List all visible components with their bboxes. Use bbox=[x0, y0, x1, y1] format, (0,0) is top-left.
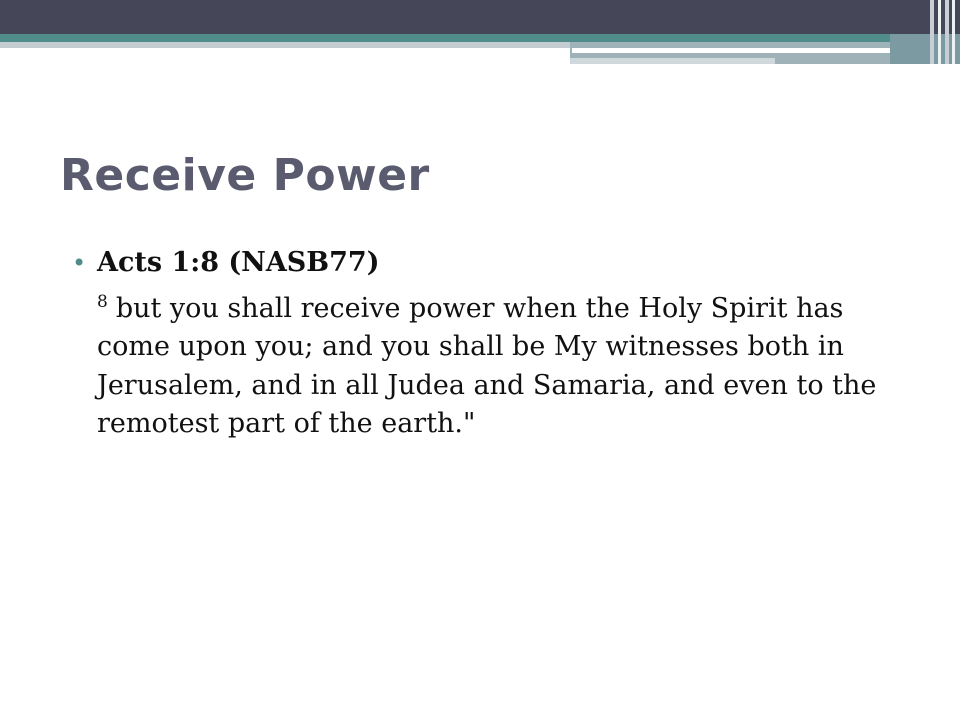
verse-number: 8 bbox=[97, 291, 108, 312]
banner-accent-stripe bbox=[0, 34, 960, 42]
verse-text: but you shall receive power when the Holy Spirit has come upon you; and you shall be My witnesses both in Jerusalem, and in all Judea and Samaria, and even to the remotest part of the earth." bbox=[97, 292, 877, 439]
corner-stripe bbox=[938, 0, 941, 64]
bullet-icon: • bbox=[72, 249, 87, 277]
banner-ledge-highlight bbox=[572, 48, 890, 53]
list-item bbox=[72, 244, 892, 444]
corner-stripe bbox=[945, 0, 949, 64]
content-list bbox=[72, 244, 892, 444]
banner-corner-block bbox=[890, 34, 960, 64]
corner-stripe bbox=[930, 0, 934, 64]
banner-ledge-light bbox=[570, 58, 775, 64]
slide-title: Receive Power bbox=[60, 150, 430, 201]
banner-light-stripe bbox=[0, 42, 570, 48]
scripture-reference: Acts 1:8 (NASB77) bbox=[97, 247, 380, 278]
top-banner bbox=[0, 0, 960, 34]
corner-stripe bbox=[952, 0, 955, 64]
